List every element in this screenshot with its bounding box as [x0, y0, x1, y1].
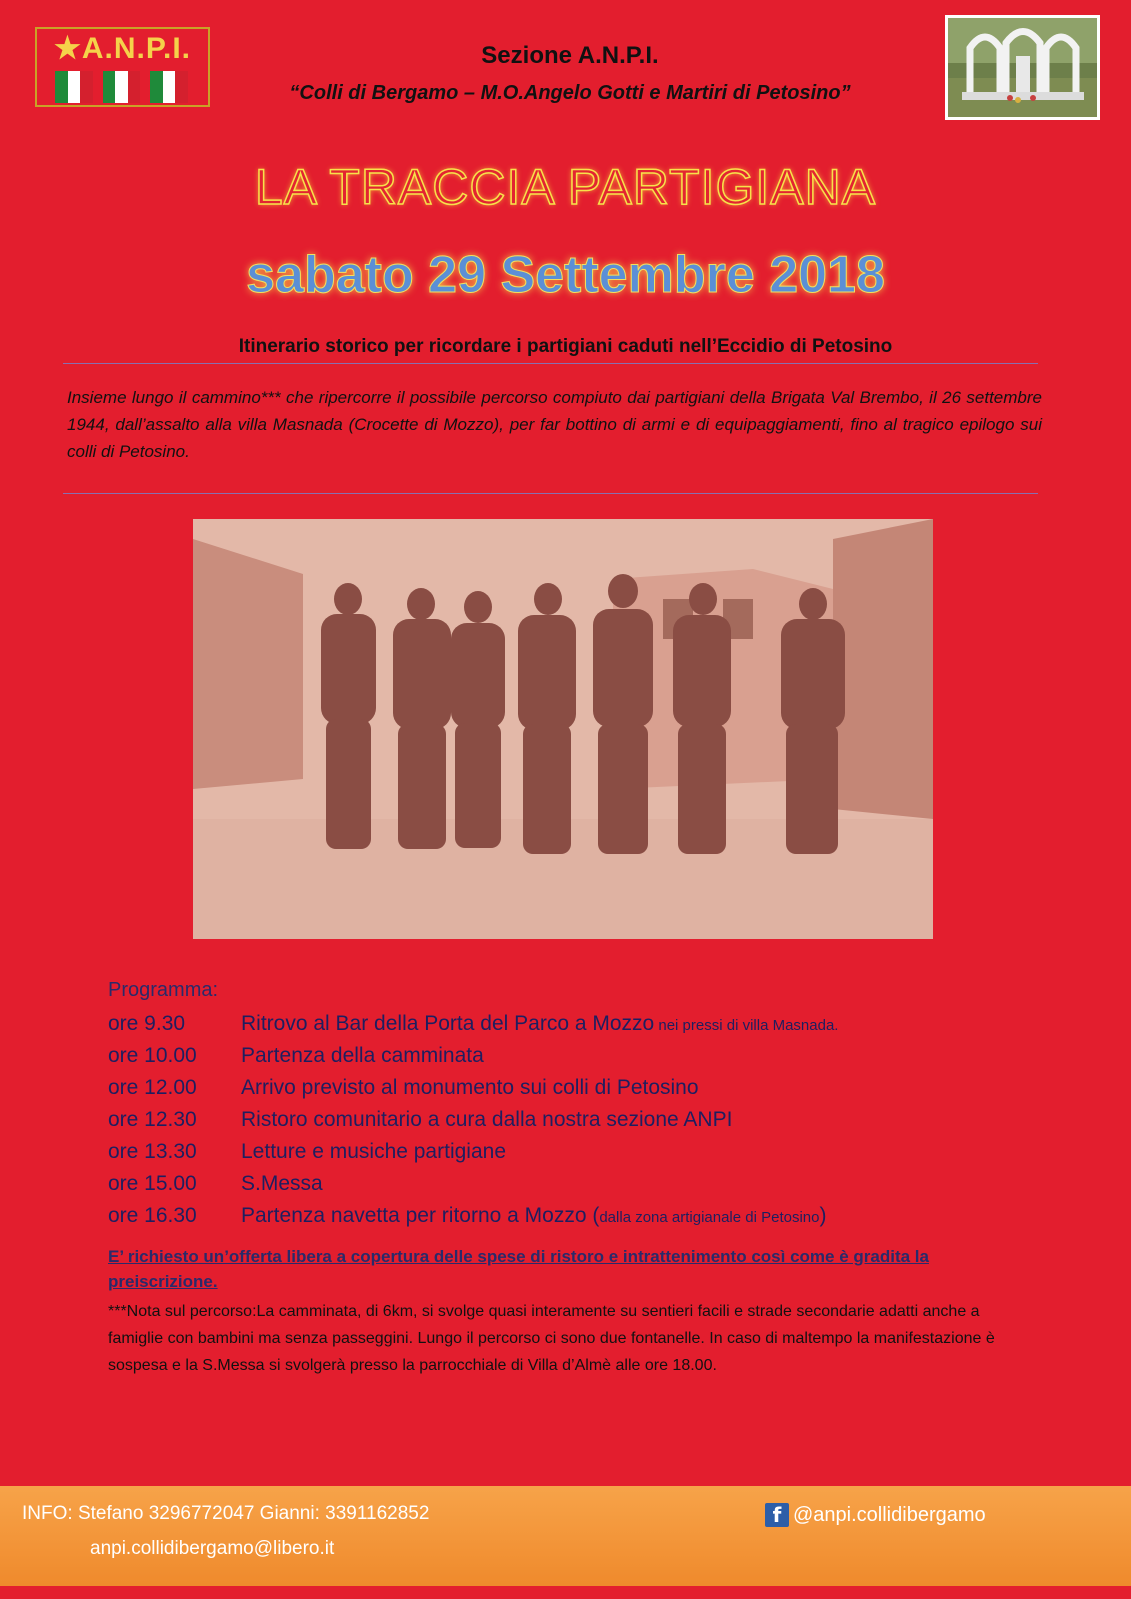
- program-time: ore 13.30: [108, 1140, 197, 1163]
- divider-top: [63, 363, 1038, 364]
- program-list: [108, 1008, 838, 1232]
- route-note: ***Nota sul percorso:La camminata, di 6km, si svolge quasi interamente su sentieri facili e strade secondarie adatti anche a famiglie con bambini ma senza passeggini. Lungo il percorso ci sono due fontanelle. In caso di maltempo la manifestazione è sospesa e la S.Messa si svolgerà presso la parrocchiale di Villa d’Almè alle ore 18.00.: [108, 1303, 995, 1374]
- program-time: ore 15.00: [108, 1172, 197, 1195]
- program-item: [108, 1136, 838, 1168]
- anpi-logo-text: ★A.N.P.I.: [53, 32, 192, 65]
- partisans-photo: [193, 519, 933, 939]
- program-item: [108, 1072, 838, 1104]
- facebook-link[interactable]: [765, 1503, 986, 1527]
- footer-bar: [0, 1486, 1131, 1586]
- monument-photo: [945, 15, 1100, 120]
- contact-info: INFO: Stefano 3296772047 Gianni: 3391162852: [22, 1503, 430, 1524]
- program-text: Letture e musiche partigiane: [241, 1140, 506, 1163]
- facebook-handle: @anpi.collidibergamo: [793, 1503, 986, 1526]
- section-title: Sezione A.N.P.I.: [481, 42, 659, 69]
- section-subtitle: “Colli di Bergamo – M.O.Angelo Gotti e Martiri di Petosino”: [289, 82, 851, 104]
- program-text: Ristoro comunitario a cura dalla nostra sezione ANPI: [241, 1108, 733, 1131]
- bottom-strip: [0, 1586, 1131, 1599]
- program-note: dalla zona artigianale di Petosino: [599, 1209, 820, 1226]
- program-note: nei pressi di villa Masnada.: [654, 1017, 839, 1034]
- event-subtitle: Itinerario storico per ricordare i partigiani caduti nell’Eccidio di Petosino: [238, 336, 893, 357]
- program-time: ore 9.30: [108, 1012, 186, 1035]
- offer-notice: E’ richiesto un’offerta libera a copertura delle spese di ristoro e intrattenimento così come è gradita la preiscrizione.: [108, 1247, 929, 1291]
- facebook-icon: f: [765, 1503, 789, 1527]
- program-item: [108, 1104, 838, 1136]
- program-text: Arrivo previsto al monumento sui colli di Petosino: [241, 1076, 699, 1099]
- program-time: ore 12.30: [108, 1108, 197, 1131]
- program-item: [108, 1200, 838, 1232]
- event-date: sabato 29 Settembre 2018: [246, 246, 885, 304]
- anpi-logo: [35, 27, 210, 107]
- program-item: [108, 1168, 838, 1200]
- program-text-tail: ): [819, 1204, 827, 1227]
- program-item: [108, 1008, 838, 1040]
- intro-paragraph: Insieme lungo il cammino*** che ripercorre il possibile percorso compiuto dai partigiani della Brigata Val Brembo, il 26 settembre 1944, dall’assalto alla villa Masnada (Crocette di Mozzo), per far bottino di armi e di equipaggiamenti, fino al tragico epilogo sui colli di Petosino.: [67, 388, 1042, 461]
- italian-flag-icon: [55, 71, 188, 103]
- program-time: ore 10.00: [108, 1044, 197, 1067]
- program-text: Partenza navetta per ritorno a Mozzo (: [241, 1204, 600, 1227]
- contact-email[interactable]: anpi.collidibergamo@libero.it: [90, 1538, 335, 1559]
- program-text: Ritrovo al Bar della Porta del Parco a Mozzo: [241, 1012, 655, 1035]
- program-text: Partenza della camminata: [241, 1044, 484, 1067]
- program-time: ore 16.30: [108, 1204, 197, 1227]
- divider-bottom: [63, 493, 1038, 494]
- program-item: [108, 1040, 838, 1072]
- program-time: ore 12.00: [108, 1076, 197, 1099]
- program-text: S.Messa: [241, 1172, 323, 1195]
- event-title: LA TRACCIA PARTIGIANA: [254, 159, 877, 215]
- program-heading: Programma:: [108, 979, 219, 1001]
